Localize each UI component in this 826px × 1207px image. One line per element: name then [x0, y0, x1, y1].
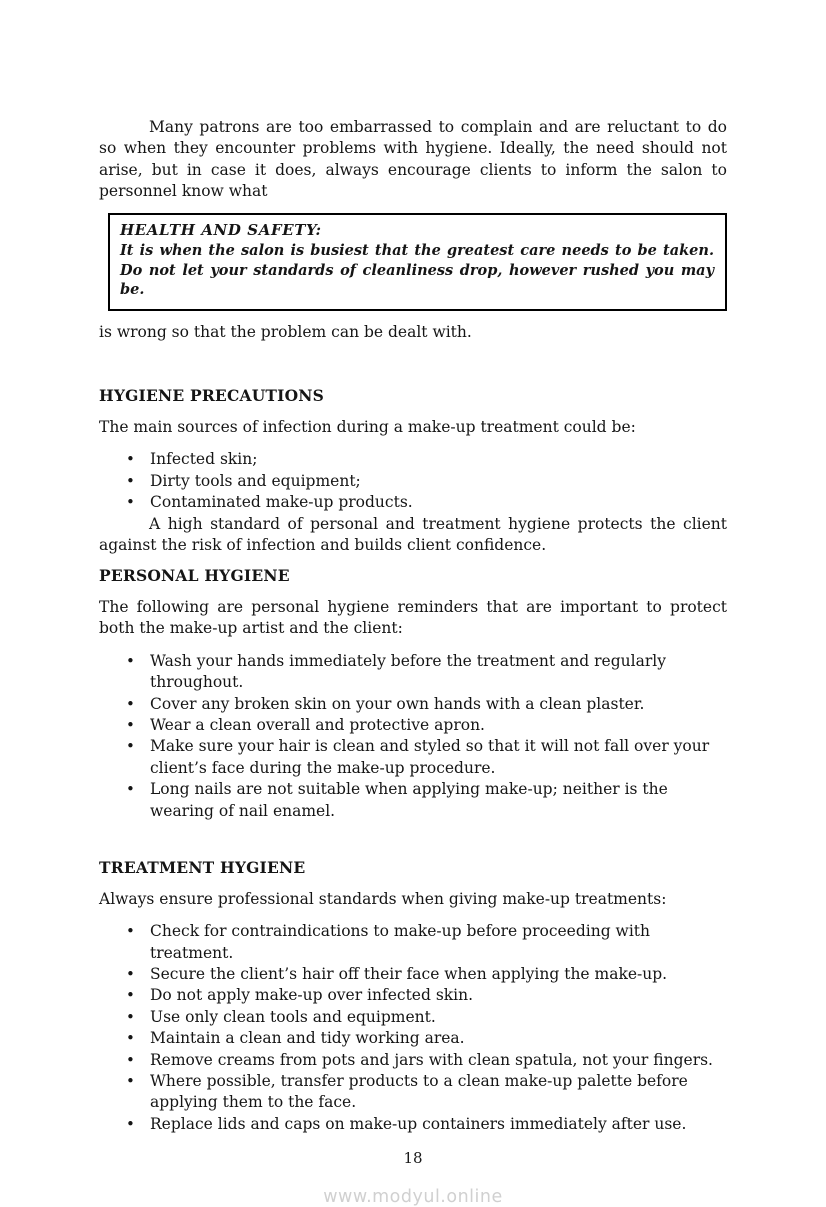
section-intro: Always ensure professional standards when giving make-up treatments: — [99, 889, 667, 908]
bullet-item: • Maintain a clean and tidy working area. — [150, 1028, 727, 1049]
bullet-item: • Remove creams from pots and jars with clean spatula, not your fingers. — [150, 1050, 727, 1071]
section-heading-hygiene-precautions: HYGIENE PRECAUTIONS — [99, 385, 325, 405]
bullet-list — [99, 651, 727, 822]
bullet-item: • Check for contraindications to make-up before proceeding with treatment. — [150, 921, 727, 964]
bullet-item: • Where possible, transfer products to a clean make-up palette before applying them to the face. — [150, 1071, 727, 1114]
bullet-item: • Make sure your hair is clean and styled so that it will not fall over your client’s face during the make-up procedure. — [150, 736, 727, 779]
watermark: www.modyul.online — [323, 1187, 503, 1207]
page-number: 18 — [403, 1149, 423, 1168]
bullet-item: • Cover any broken skin on your own hands with a clean plaster. — [150, 694, 727, 715]
bullet-item: • Wash your hands immediately before the treatment and regularly throughout. — [150, 651, 727, 694]
bullet-item: • Replace lids and caps on make-up containers immediately after use. — [150, 1114, 727, 1135]
callout-body: It is when the salon is busiest that the greatest care needs to be taken. Do not let your standards of cleanliness drop, however rushed you may be. — [120, 242, 714, 299]
bullet-item: • Wear a clean overall and protective apron. — [150, 715, 727, 736]
section-heading-treatment-hygiene: TREATMENT HYGIENE — [99, 857, 306, 877]
bullet-item: • Use only clean tools and equipment. — [150, 1007, 727, 1028]
bullet-item: • Infected skin; — [150, 449, 727, 470]
bullet-item: • Dirty tools and equipment; — [150, 471, 727, 492]
intro-paragraph: Many patrons are too embarrassed to complain and are reluctant to do so when they encounter problems with hygiene. Ideally, the need should not arise, but in case it does, always encourage clients to inform the salon to personnel know what — [99, 118, 727, 200]
continuation-paragraph: is wrong so that the problem can be dealt with. — [99, 322, 472, 341]
bullet-list — [99, 921, 727, 1135]
section-intro: The following are personal hygiene reminders that are important to protect both the make-up artist and the client: — [99, 598, 727, 638]
bullet-item: • Long nails are not suitable when applying make-up; neither is the wearing of nail enamel. — [150, 779, 727, 822]
callout-title: HEALTH AND SAFETY: — [120, 221, 322, 240]
section-outro: A high standard of personal and treatment hygiene protects the client against the risk of infection and builds client confidence. — [99, 514, 727, 554]
bullet-item: • Secure the client’s hair off their face when applying the make-up. — [150, 964, 727, 985]
bullet-item: • Contaminated make-up products. — [150, 492, 727, 513]
section-heading-personal-hygiene: PERSONAL HYGIENE — [99, 566, 290, 586]
bullet-list — [99, 449, 727, 513]
bullet-item: • Do not apply make-up over infected skin. — [150, 985, 727, 1006]
section-intro: The main sources of infection during a make-up treatment could be: — [99, 417, 636, 436]
health-safety-callout — [108, 213, 727, 311]
